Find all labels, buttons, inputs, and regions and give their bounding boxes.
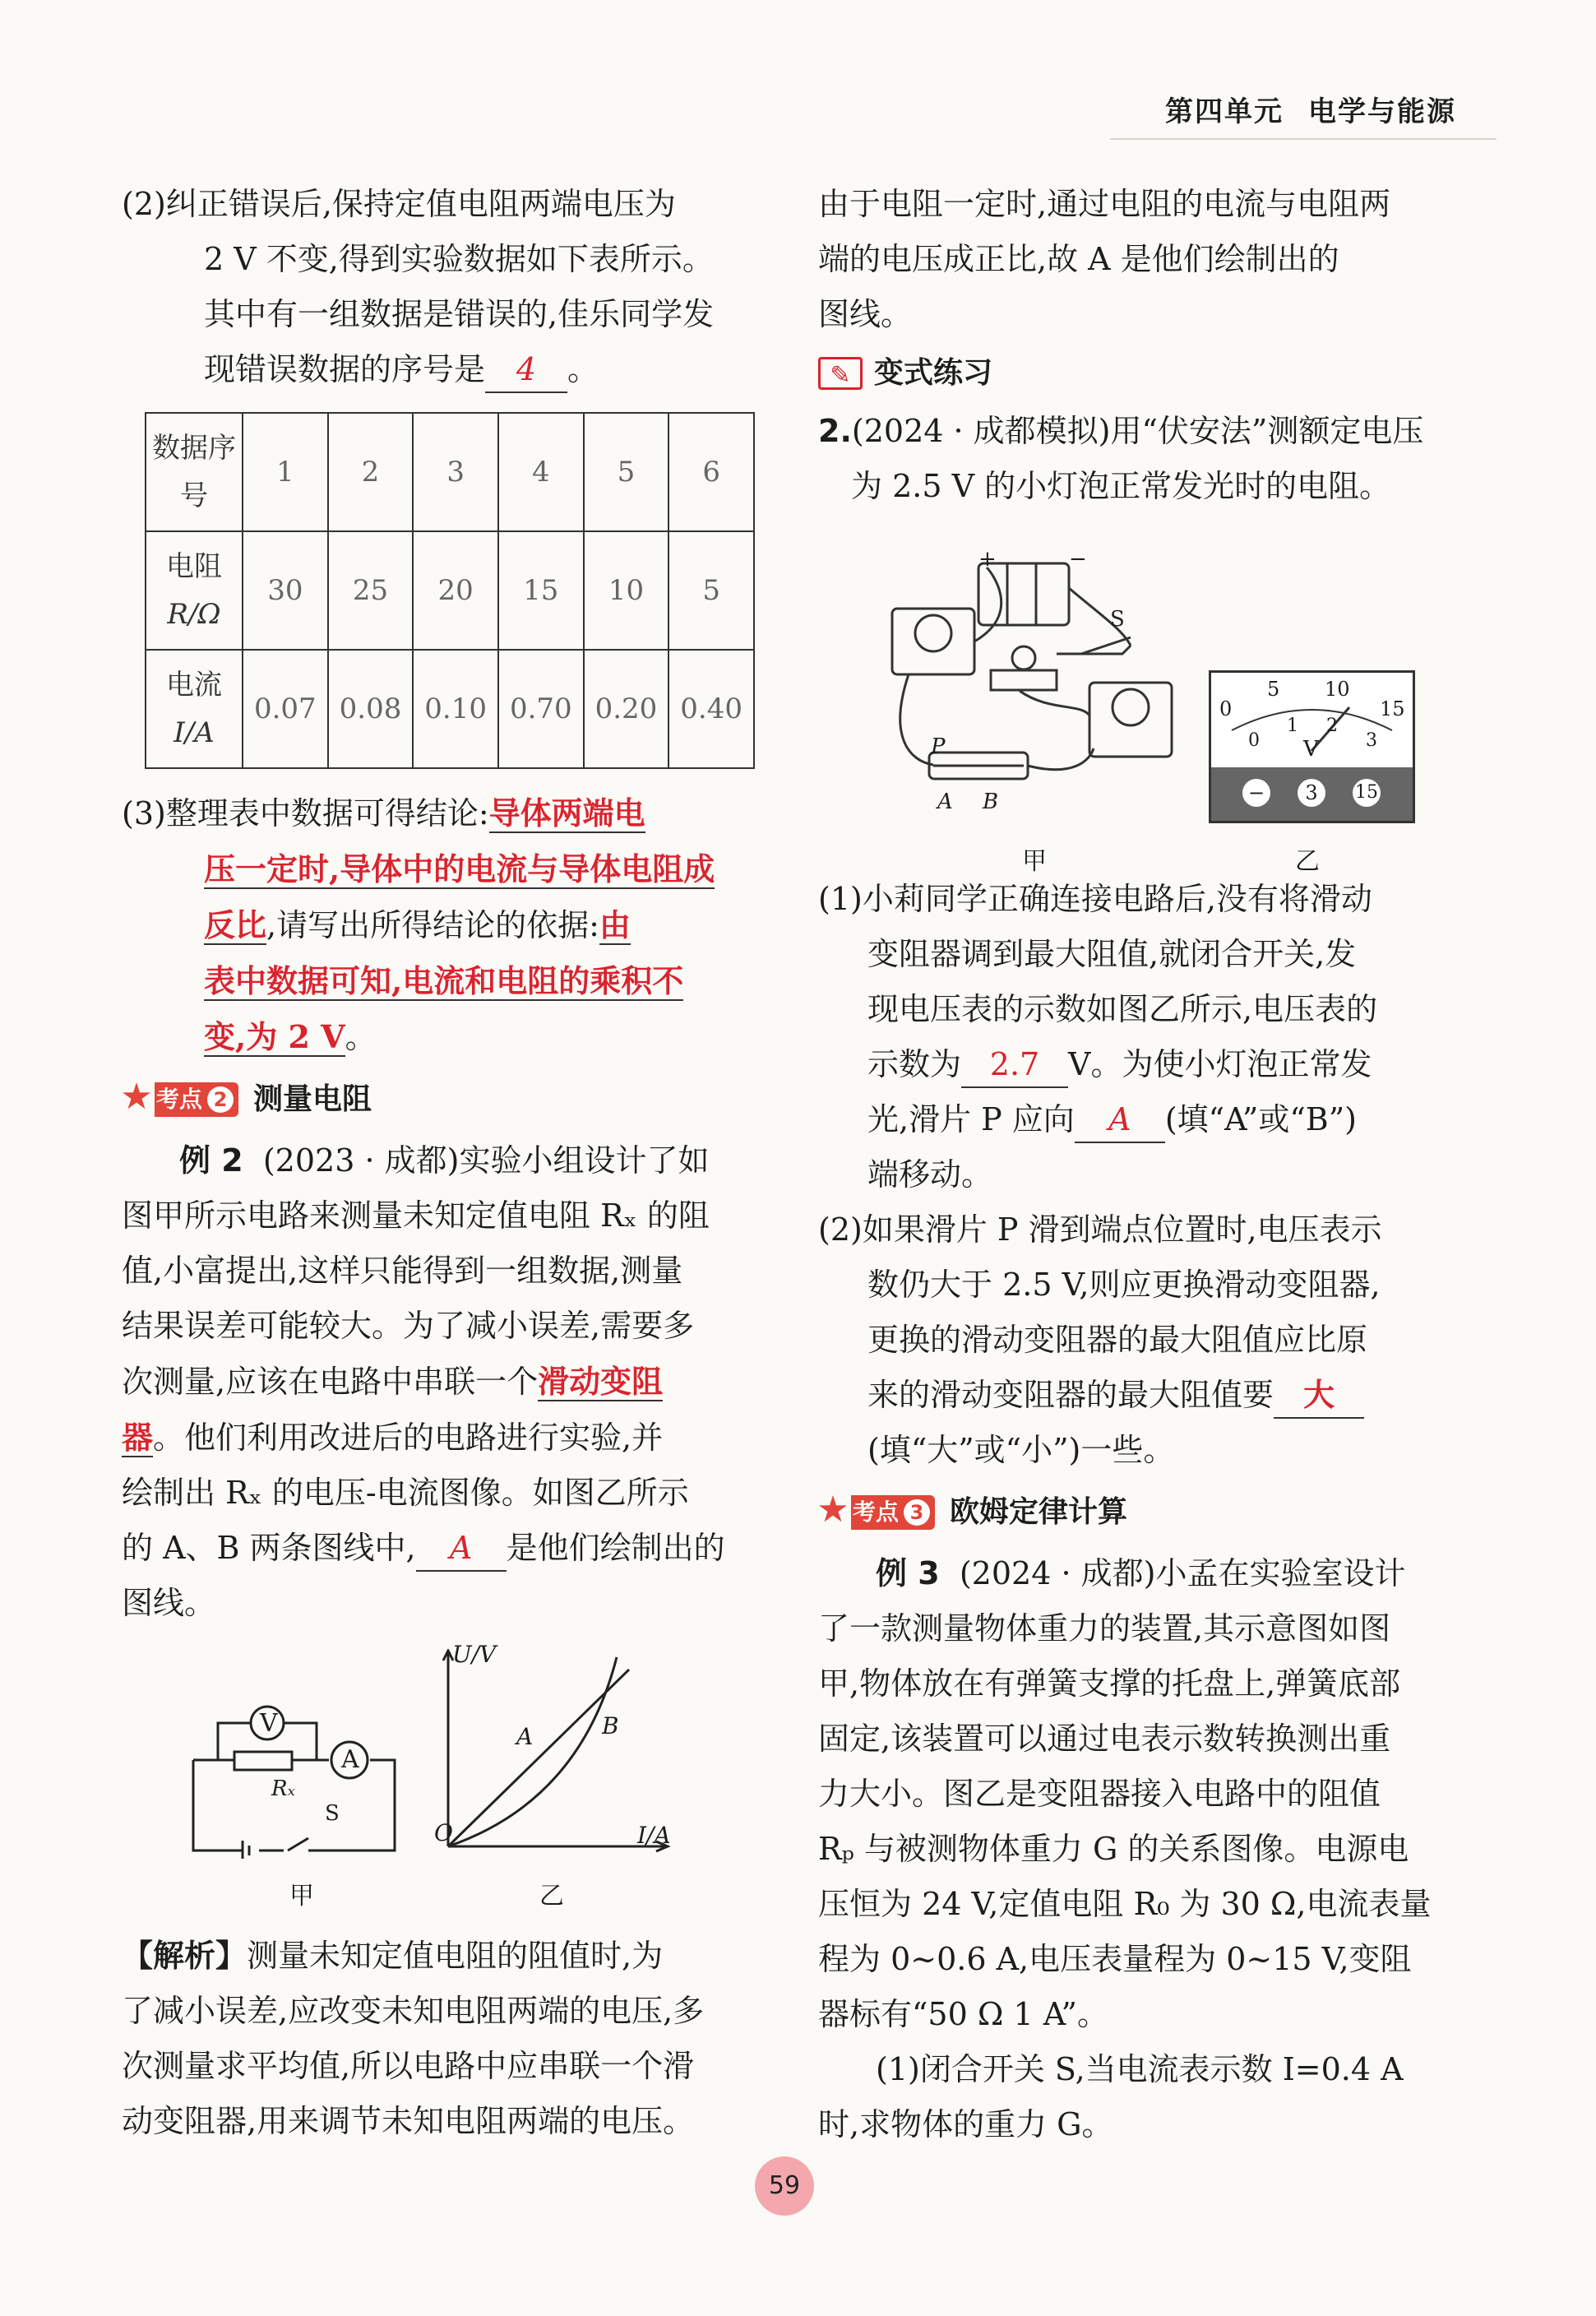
- table-cell: 0.08: [328, 650, 414, 768]
- table-cell: 0.20: [584, 650, 669, 768]
- s1-line6: 端移动。: [867, 1156, 993, 1193]
- s2-line5: (填“大”或“小”)一些。: [867, 1432, 1175, 1468]
- ex3-q1-line1: (1)闭合开关 S,当电流表示数 I=0.4 A: [876, 2051, 1404, 2087]
- graph-x-label: I/A: [637, 1822, 671, 1849]
- data-table: [145, 412, 755, 769]
- q2-line1: (2)纠正错误后,保持定值电阻两端电压为: [122, 186, 676, 222]
- fig-yi-caption: 乙: [539, 1882, 564, 1911]
- q2-stem-line2: 为 2.5 V 的小灯泡正常发光时的电阻。: [851, 468, 1391, 504]
- apparatus-picture: [884, 547, 1188, 835]
- s2-line3: 更换的滑动变阻器的最大阻值应比原: [867, 1322, 1368, 1358]
- table-cell: 5: [668, 531, 754, 650]
- circuit-rx-label: Rₓ: [271, 1776, 295, 1801]
- page-number: 59: [755, 2156, 814, 2216]
- s2-line4: 来的滑动变阻器的最大阻值要 大: [818, 1368, 1451, 1423]
- circuit-switch-label: S: [325, 1801, 340, 1826]
- left-column: [122, 177, 755, 1631]
- star-icon: ★: [118, 1074, 155, 1120]
- table-cell: 0.70: [498, 650, 584, 768]
- table-cell: 3: [413, 413, 498, 531]
- table-cell: 1: [243, 413, 328, 531]
- q3-line4: 表中数据可知,电流和电阻的乘积不: [204, 962, 684, 999]
- right-column-bottom: [818, 872, 1451, 2152]
- ex3-line6: Rₚ 与被测物体重力 G 的关系图像。电源电: [818, 1831, 1409, 1867]
- ex2-answer1: 滑动变阻: [538, 1363, 664, 1400]
- kaodian-badge: ★ 考点 3: [818, 1495, 935, 1530]
- s1-answer2: A: [1075, 1097, 1165, 1143]
- table-cell: 4: [498, 413, 584, 531]
- circuit-ammeter-label: A: [341, 1745, 359, 1774]
- q2-answer-blank: 4: [485, 347, 567, 393]
- analysis-line3: 次测量求平均值,所以电路中应串联一个滑: [122, 2048, 695, 2084]
- kaodian-3-heading: [818, 1485, 1451, 1540]
- table-cell: 30: [243, 531, 328, 650]
- scale-label-b2: 2: [1326, 716, 1338, 736]
- table-row: [146, 413, 754, 531]
- ex3-line4: 固定,该装置可以通过电表示数转换测出重: [818, 1721, 1391, 1757]
- ex2-line1: 例 2 (2023 · 成都)实验小组设计了如: [179, 1142, 710, 1179]
- unit-label: 第四单元: [1165, 95, 1284, 128]
- ex2-circuit-diagram: [185, 1670, 407, 1859]
- ex3-line5: 力大小。图乙是变阻器接入电路中的阻值: [818, 1776, 1381, 1812]
- table-cell: 20: [413, 531, 498, 650]
- analysis-line6: 端的电压成正比,故 A 是他们绘制出的: [818, 241, 1339, 277]
- q2-line2: 2 V 不变,得到实验数据如下表所示。: [204, 241, 714, 277]
- pic-switch-label: S: [1110, 607, 1125, 632]
- scale-label-b3: 3: [1366, 730, 1377, 751]
- q2-stem-line1: 2.(2024 · 成都模拟)用“伏安法”测额定电压: [818, 413, 1424, 449]
- q2-line4: 现错误数据的序号是 4 。: [122, 342, 755, 397]
- s1-line3: 现电压表的示数如图乙所示,电压表的: [867, 991, 1378, 1027]
- scale-label-15: 15: [1380, 697, 1405, 720]
- s1-line5: 光,滑片 P 应向 A (填“A”或“B”): [818, 1092, 1451, 1147]
- table-header-number: 数据序号: [146, 413, 243, 531]
- unit-topic: 电学与能源: [1308, 95, 1456, 128]
- ex3-line8: 程为 0~0.6 A,电压表量程为 0~15 V,变阻: [818, 1941, 1412, 1977]
- s1-line2: 变阻器调到最大阻值,就闭合开关,发: [867, 936, 1357, 972]
- pic-plus-label: +: [978, 547, 997, 572]
- terminal-3: 3: [1298, 779, 1325, 807]
- ex3-line1: 例 3 (2024 · 成都)小孟在实验室设计: [876, 1555, 1406, 1591]
- table-header-resistance: 电阻 R/Ω: [146, 531, 243, 650]
- analysis-line7: 图线。: [818, 296, 913, 332]
- analysis-line1: 【解析】测量未知定值电阻的阻值时,为: [122, 1938, 664, 1974]
- header-rule: [1110, 138, 1497, 140]
- table-cell: 0.10: [413, 650, 498, 768]
- table-cell: 0.40: [668, 650, 754, 768]
- ex2-line4: 结果误差可能较大。为了减小误差,需要多: [122, 1308, 695, 1344]
- ex2-answer2: A: [416, 1526, 507, 1572]
- graph-line-b-label: B: [602, 1712, 619, 1739]
- s1-answer1: 2.7: [961, 1042, 1068, 1088]
- kaodian-badge: ★ 考点 2: [122, 1082, 238, 1117]
- kaodian-title: 测量电阻: [253, 1082, 372, 1116]
- star-icon: ★: [815, 1487, 851, 1533]
- ex3-line3: 甲,物体放在有弹簧支撑的托盘上,弹簧底部: [818, 1665, 1401, 1702]
- table-header-current: 电流 I/A: [146, 650, 243, 768]
- ex2-line3: 值,小富提出,这样只能得到一组数据,测量: [122, 1253, 683, 1289]
- ex2-line5: 次测量,应该在电路中串联一个滑动变阻: [122, 1363, 664, 1400]
- scale-label-b1: 1: [1287, 716, 1298, 736]
- analysis-line2: 了减小误差,应改变未知电阻两端的电压,多: [122, 1993, 705, 2029]
- ex3-q1-line2: 时,求物体的重力 G。: [818, 2106, 1113, 2142]
- table-cell: 15: [498, 531, 584, 650]
- meter-unit-label: V: [1303, 737, 1319, 762]
- table-cell: 2: [328, 413, 414, 531]
- pic-terminal-b-label: B: [983, 790, 999, 814]
- q3-line5: 变,为 2 V。: [204, 1018, 377, 1055]
- table-cell: 6: [668, 413, 754, 531]
- ex3-line7: 压恒为 24 V,定值电阻 R₀ 为 30 Ω,电流表量: [818, 1886, 1432, 1922]
- table-row: [146, 650, 754, 768]
- variant-practice-title: 变式练习: [874, 356, 993, 390]
- ex2-line8: 的 A、B 两条图线中, A 是他们绘制出的: [122, 1521, 755, 1576]
- pic-slider-p-label: P: [931, 734, 946, 759]
- right-column-top: [818, 177, 1451, 514]
- q3-line2: 压一定时,导体中的电流与导体电阻成: [204, 850, 715, 887]
- q3-line1: (3)整理表中数据可得结论:导体两端电: [122, 794, 645, 831]
- page-header: [1165, 89, 1456, 129]
- table-row: [146, 531, 754, 650]
- graph-origin-label: O: [434, 1819, 453, 1846]
- s1-line4: 示数为 2.7 V。为使小灯泡正常发: [818, 1037, 1451, 1092]
- variant-practice-heading: [818, 345, 1451, 401]
- ex2-line6: 器。他们利用改进后的电路进行实验,并: [122, 1419, 664, 1456]
- q2-line3: 其中有一组数据是错误的,佳乐同学发: [204, 296, 715, 332]
- table-cell: 0.07: [243, 650, 328, 768]
- s2-line2: 数仍大于 2.5 V,则应更换滑动变阻器,: [867, 1267, 1381, 1303]
- terminal-15: 15: [1353, 779, 1381, 807]
- ex3-line2: 了一款测量物体重力的装置,其示意图如图: [818, 1610, 1391, 1647]
- q3-line3: 反比,请写出所得结论的依据:由: [204, 906, 631, 943]
- ex2-line7: 绘制出 Rₓ 的电压-电流图像。如图乙所示: [122, 1475, 689, 1511]
- circuit-voltmeter-label: V: [260, 1709, 278, 1738]
- scale-label-b0: 0: [1248, 730, 1260, 751]
- table-cell: 5: [584, 413, 669, 531]
- fig-jia-caption: 甲: [289, 1882, 314, 1911]
- s1-line1: (1)小莉同学正确连接电路后,没有将滑动: [818, 881, 1372, 917]
- graph-line-a-label: A: [516, 1723, 534, 1750]
- pic-terminal-a-label: A: [937, 790, 953, 814]
- kaodian-title: 欧姆定律计算: [950, 1495, 1128, 1529]
- right-fig-yi-caption: 乙: [1295, 847, 1320, 876]
- left-analysis: [122, 1929, 755, 2149]
- meter-terminal-strip: [1211, 767, 1413, 821]
- scale-label-5: 5: [1267, 678, 1280, 701]
- right-fig-jia-caption: 甲: [1022, 847, 1047, 876]
- ex3-line9: 器标有“50 Ω 1 A”。: [818, 1996, 1108, 2032]
- scale-label-10: 10: [1325, 678, 1350, 701]
- table-cell: 10: [584, 531, 669, 650]
- kaodian-2-heading: [122, 1072, 755, 1127]
- ex2-line9: 图线。: [122, 1585, 216, 1621]
- notebook-pen-icon: ✎: [818, 357, 863, 390]
- terminal-minus: −: [1242, 779, 1270, 807]
- analysis-line5: 由于电阻一定时,通过电阻的电流与电阻两: [818, 186, 1391, 222]
- s2-answer: 大: [1274, 1373, 1364, 1419]
- voltmeter-face: [1209, 670, 1415, 823]
- s2-line1: (2)如果滑片 P 滑到端点位置时,电压表示: [818, 1211, 1382, 1248]
- q3-answer: 导体两端电: [488, 794, 645, 831]
- table-cell: 25: [328, 531, 414, 650]
- scale-label-0: 0: [1219, 697, 1233, 720]
- pic-minus-label: −: [1069, 547, 1087, 572]
- analysis-line4: 动变阻器,用来调节未知电阻两端的电压。: [122, 2103, 695, 2139]
- ex2-line2: 图甲所示电路来测量未知定值电阻 Rₓ 的阻: [122, 1197, 710, 1234]
- graph-y-label: U/V: [452, 1641, 497, 1668]
